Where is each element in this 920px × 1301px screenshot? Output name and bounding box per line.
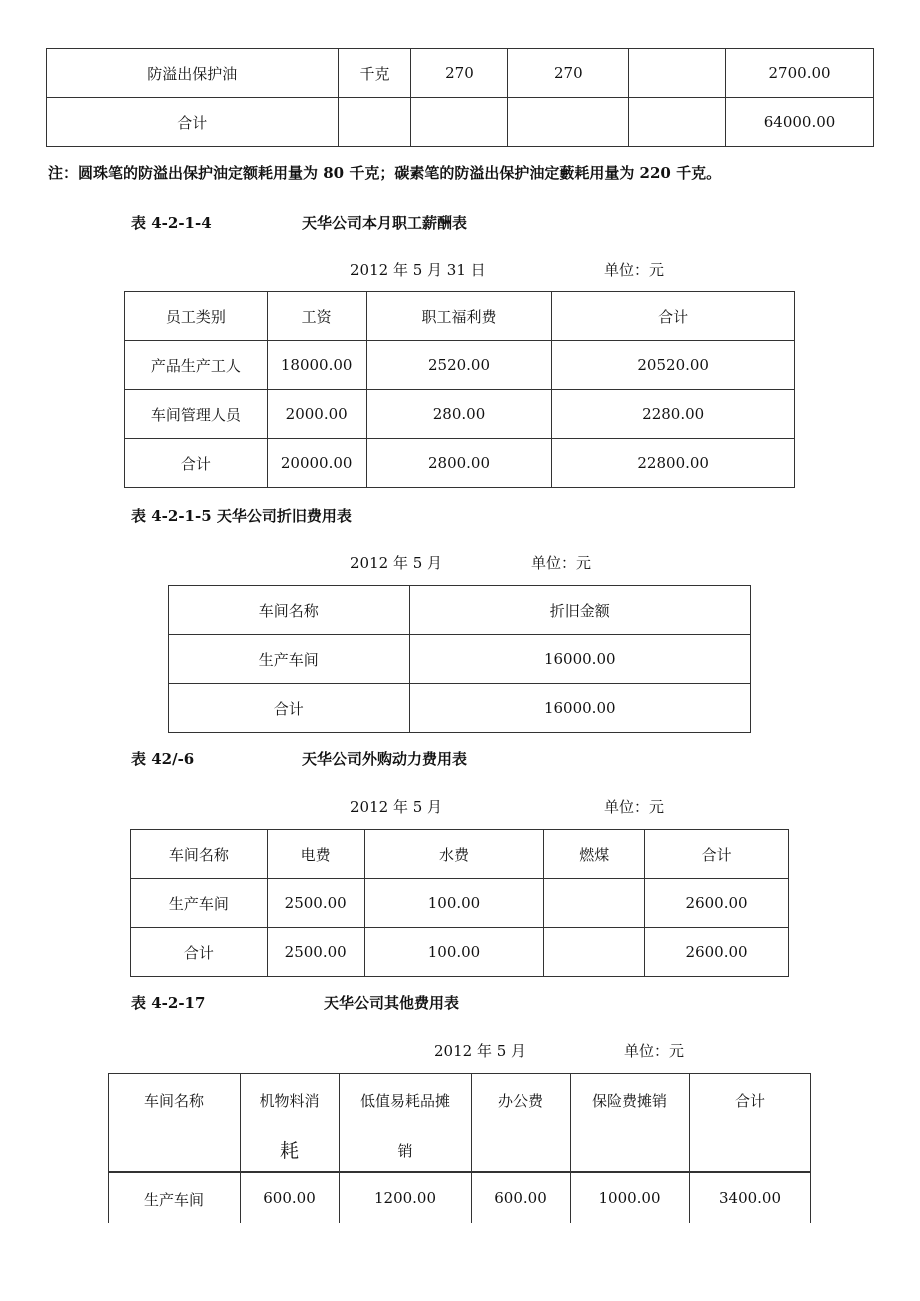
column-header: 机物料消 — [259, 1092, 320, 1110]
cell: 3400.00 — [718, 1189, 782, 1207]
cell: 合计 — [131, 928, 268, 977]
power-table — [130, 829, 789, 977]
cell: 2500.00 — [267, 879, 364, 928]
column-header: 燃煤 — [544, 830, 645, 879]
cell: 2700.00 — [726, 49, 874, 98]
cell: 生产车间 — [143, 1191, 204, 1209]
column-header: 车间名称 — [169, 586, 410, 635]
cell: 合计 — [125, 439, 268, 488]
table-unit: 单位：元 — [604, 798, 665, 816]
table-border-mid — [108, 1171, 811, 1173]
cell: 2500.00 — [267, 928, 364, 977]
cell: 1200.00 — [373, 1189, 437, 1207]
depreciation-table — [168, 585, 751, 733]
payroll-table — [124, 291, 795, 488]
cell: 生产车间 — [131, 879, 268, 928]
cell — [629, 98, 726, 147]
column-header: 合计 — [552, 292, 795, 341]
cell: 防溢出保护油 — [47, 49, 339, 98]
cell: 2280.00 — [552, 390, 795, 439]
column-header: 折旧金额 — [409, 586, 750, 635]
cell: 18000.00 — [267, 341, 366, 390]
table-title: 天华公司外购动力费用表 — [302, 750, 468, 768]
cell: 100.00 — [364, 928, 544, 977]
table-header-row — [169, 586, 751, 635]
table-row — [125, 341, 795, 390]
table-heading: 表 4-2-1-5 天华公司折旧费用表 — [131, 507, 352, 525]
table-code: 表 4-2-1-4 — [131, 214, 212, 232]
cell: 合计 — [169, 684, 410, 733]
cell: 合计 — [47, 98, 339, 147]
table-code: 表 42/-6 — [131, 750, 195, 768]
cell — [544, 879, 645, 928]
table-row — [169, 635, 751, 684]
other-expense-table — [108, 1073, 811, 1301]
cell — [411, 98, 508, 147]
cell: 2520.00 — [366, 341, 552, 390]
cell — [508, 98, 629, 147]
cell: 16000.00 — [409, 684, 750, 733]
table-unit: 单位：元 — [604, 261, 665, 279]
cell: 2000.00 — [267, 390, 366, 439]
column-header: 车间名称 — [143, 1092, 204, 1110]
cell: 1000.00 — [598, 1189, 661, 1207]
cell: 产品生产工人 — [125, 341, 268, 390]
column-header: 电费 — [267, 830, 364, 879]
note: 注：圆珠笔的防溢出保护油定额耗用量为 80 千克；碳素笔的防溢出保护油定藪耗用量为 220 千克。 — [48, 164, 722, 182]
cell: 270 — [411, 49, 508, 98]
column-header: 办公费 — [497, 1092, 543, 1110]
cell: 64000.00 — [726, 98, 874, 147]
table-row — [169, 684, 751, 733]
cell: 16000.00 — [409, 635, 750, 684]
table-code: 表 4-2-17 — [131, 994, 206, 1012]
cell — [338, 98, 411, 147]
table-row — [125, 439, 795, 488]
table-date: 2012 年 5 月 — [350, 798, 443, 816]
table-row — [47, 49, 874, 98]
column-header: 工资 — [267, 292, 366, 341]
cell — [629, 49, 726, 98]
table-unit: 单位：元 — [624, 1042, 685, 1060]
column-header-line2: 销 — [397, 1142, 413, 1160]
cell — [544, 928, 645, 977]
table-date: 2012 年 5 月 — [350, 554, 443, 572]
column-header: 合计 — [734, 1092, 765, 1110]
cell: 2800.00 — [366, 439, 552, 488]
column-header: 车间名称 — [131, 830, 268, 879]
column-header: 保险费摊销 — [591, 1092, 667, 1110]
cell: 千克 — [338, 49, 411, 98]
cell: 20000.00 — [267, 439, 366, 488]
column-header-line2: 耗 — [279, 1140, 299, 1162]
cell: 22800.00 — [552, 439, 795, 488]
table-date: 2012 年 5 月 — [434, 1042, 527, 1060]
table-row — [125, 390, 795, 439]
cell: 280.00 — [366, 390, 552, 439]
cell: 生产车间 — [169, 635, 410, 684]
material-table — [46, 48, 874, 147]
cell: 车间管理人员 — [125, 390, 268, 439]
table-title: 天华公司其他费用表 — [324, 994, 460, 1012]
table-header-row — [125, 292, 795, 341]
table-border-top — [108, 1073, 811, 1074]
cell: 600.00 — [263, 1189, 316, 1207]
column-header: 职工福利费 — [366, 292, 552, 341]
cell: 600.00 — [494, 1189, 547, 1207]
table-header-row — [131, 830, 789, 879]
column-header: 低值易耗品摊 — [359, 1092, 450, 1110]
column-header: 合计 — [645, 830, 789, 879]
column-header: 员工类别 — [125, 292, 268, 341]
cell: 2600.00 — [645, 879, 789, 928]
cell: 2600.00 — [645, 928, 789, 977]
table-row — [131, 879, 789, 928]
table-row — [131, 928, 789, 977]
cell: 100.00 — [364, 879, 544, 928]
table-title: 天华公司本月职工薪酬表 — [302, 214, 468, 232]
table-unit: 单位：元 — [531, 554, 592, 572]
table-row — [47, 98, 874, 147]
cell: 270 — [508, 49, 629, 98]
cell: 20520.00 — [552, 341, 795, 390]
column-header: 水费 — [364, 830, 544, 879]
table-date: 2012 年 5 月 31 日 — [350, 261, 486, 279]
